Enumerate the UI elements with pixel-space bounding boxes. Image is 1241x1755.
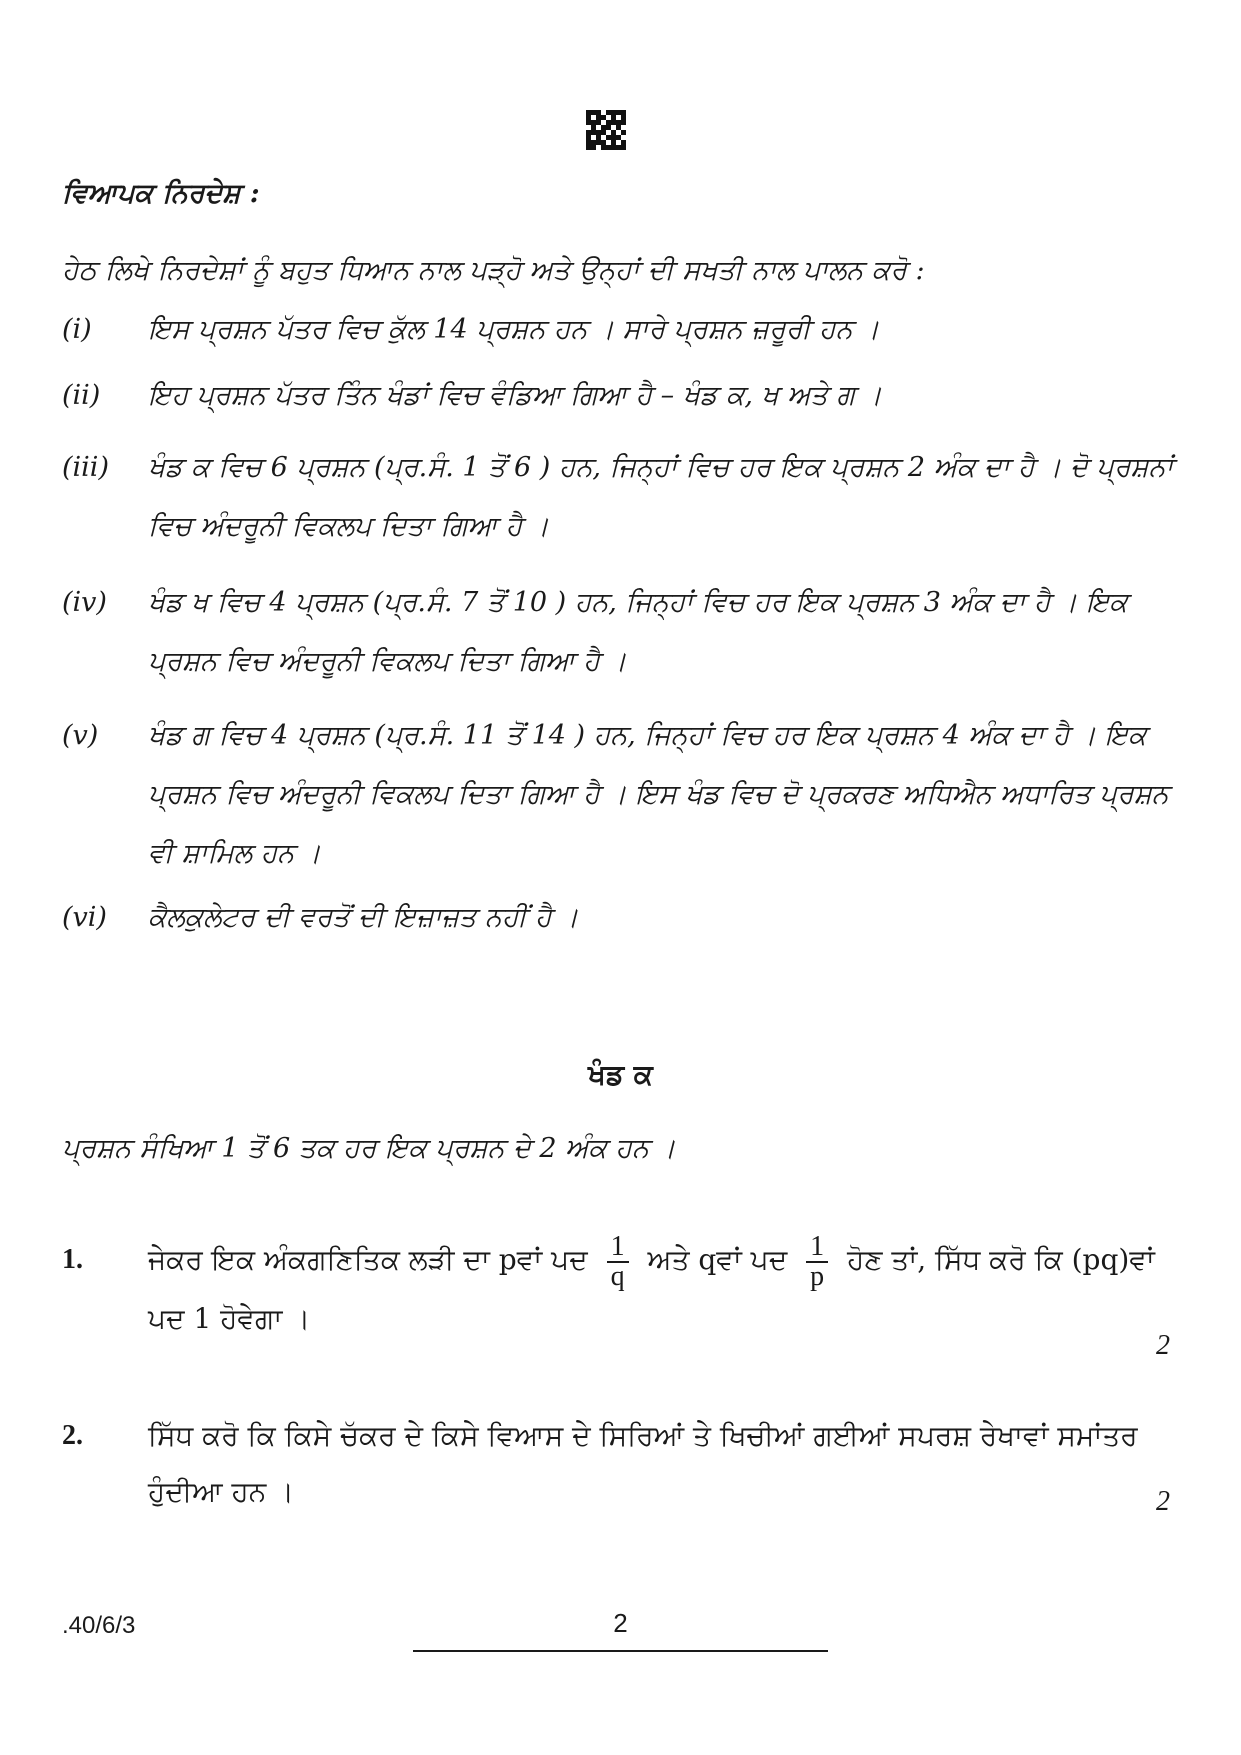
page-number: 2 [613,1608,628,1638]
question-text-part: ਹੋਣ ਤਾਂ, ਸਿੱਧ ਕਰੋ ਕਿ (pq)ਵਾਂ ਪਦ 1 ਹੋਵੇਗਾ । [148,1243,1155,1335]
instruction-number: (iii) [62,452,109,483]
question-text: ਸਿੱਧ ਕਰੋ ਕਿ ਕਿਸੇ ਚੱਕਰ ਦੇ ਕਿਸੇ ਵਿਆਸ ਦੇ ਸਿਰਿਆਂ ਤੇ ਖਿਚੀਆਂ ਗਈਆਂ ਸਪਰਸ਼ ਰੇਖਾਵਾਂ ਸਮਾਂਤਰ ਹੁੰਦੀਆ ਹਨ । [148,1419,1138,1508]
question-text-part: ਅਤੇ qਵਾਂ ਪਦ [647,1243,788,1276]
question-marks: 2 [1156,1330,1170,1361]
fraction [806,1230,828,1292]
question-text-part: ਜੇਕਰ ਇਕ ਅੰਕਗਣਿਤਿਕ ਲੜੀ ਦਾ pਵਾਂ ਪਦ [148,1243,588,1276]
instruction-text: ਇਸ ਪ੍ਰਸ਼ਨ ਪੱਤਰ ਵਿਚ ਕੁੱਲ 14 ਪ੍ਰਸ਼ਨ ਹਨ । ਸਾਰੇ ਪ੍ਰਸ਼ਨ ਜ਼ਰੂਰੀ ਹਨ । [148,314,880,345]
footer-divider [413,1650,828,1652]
question-number: 2. [62,1420,83,1451]
instruction-number: (ii) [62,380,101,411]
fraction-numerator: 1 [610,1230,625,1262]
instructions-intro: ਹੇਠ ਲਿਖੇ ਨਿਰਦੇਸ਼ਾਂ ਨੂੰ ਬਹੁਤ ਧਿਆਨ ਨਾਲ ਪੜ੍ਹੋ ਅਤੇ ਉਨ੍ਹਾਂ ਦੀ ਸਖਤੀ ਨਾਲ ਪਾਲਨ ਕਰੋ : [62,255,925,286]
section-title: ਖੰਡ ਕ [588,1058,653,1091]
instruction-number: (i) [62,314,92,345]
fraction-denominator: q [610,1260,625,1292]
instruction-number: (v) [62,720,99,751]
section-note: ਪ੍ਰਸ਼ਨ ਸੰਖਿਆ 1 ਤੋਂ 6 ਤਕ ਹਰ ਇਕ ਪ੍ਰਸ਼ਨ ਦੇ 2 ਅੰਕ ਹਨ । [62,1133,676,1164]
instruction-text: ਖੰਡ ਗ ਵਿਚ 4 ਪ੍ਰਸ਼ਨ (ਪ੍ਰ.ਸੰ. 11 ਤੋਂ 14 ) ਹਨ, ਜਿਨ੍ਹਾਂ ਵਿਚ ਹਰ ਇਕ ਪ੍ਰਸ਼ਨ 4 ਅੰਕ ਦਾ ਹੈ । ਇਕ ਪ੍ਰਸ਼ਨ ਵਿਚ ਅੰਦਰੂਨੀ ਵਿਕਲਪ ਦਿਤਾ ਗਿਆ ਹੈ । ਇਸ ਖੰਡ ਵਿਚ ਦੋ ਪ੍ਰਕਰਣ ਅਧਿਐਨ ਅਧਾਰਿਤ ਪ੍ਰਸ਼ਨ ਵੀ ਸ਼ਾਮਿਲ ਹਨ । [148,720,1169,869]
fraction [607,1230,629,1292]
instruction-text: ਖੰਡ ਖ ਵਿਚ 4 ਪ੍ਰਸ਼ਨ (ਪ੍ਰ.ਸੰ. 7 ਤੋਂ 10 ) ਹਨ, ਜਿਨ੍ਹਾਂ ਵਿਚ ਹਰ ਇਕ ਪ੍ਰਸ਼ਨ 3 ਅੰਕ ਦਾ ਹੈ । ਇਕ ਪ੍ਰਸ਼ਨ ਵਿਚ ਅੰਦਰੂਨੀ ਵਿਕਲਪ ਦਿਤਾ ਗਿਆ ਹੈ । [148,587,1128,677]
instruction-number: (vi) [62,902,107,933]
qr-code-icon [586,110,626,150]
fraction-denominator: p [810,1260,825,1292]
instruction-number: (iv) [62,587,107,618]
paper-code: .40/6/3 [62,1612,136,1639]
question-number: 1. [62,1244,83,1275]
general-instructions-heading: ਵਿਆਪਕ ਨਿਰਦੇਸ਼ : [62,178,260,209]
fraction-numerator: 1 [810,1230,825,1262]
question-text [148,1232,1158,1347]
instruction-text: ਖੰਡ ਕ ਵਿਚ 6 ਪ੍ਰਸ਼ਨ (ਪ੍ਰ.ਸੰ. 1 ਤੋਂ 6 ) ਹਨ, ਜਿਨ੍ਹਾਂ ਵਿਚ ਹਰ ਇਕ ਪ੍ਰਸ਼ਨ 2 ਅੰਕ ਦਾ ਹੈ । ਦੋ ਪ੍ਰਸ਼ਨਾਂ ਵਿਚ ਅੰਦਰੂਨੀ ਵਿਕਲਪ ਦਿਤਾ ਗਿਆ ਹੈ । [148,452,1174,542]
instruction-text: ਇਹ ਪ੍ਰਸ਼ਨ ਪੱਤਰ ਤਿੰਨ ਖੰਡਾਂ ਵਿਚ ਵੰਡਿਆ ਗਿਆ ਹੈ – ਖੰਡ ਕ, ਖ ਅਤੇ ਗ । [148,380,882,411]
instruction-text: ਕੈਲਕੁਲੇਟਰ ਦੀ ਵਰਤੋਂ ਦੀ ਇਜ਼ਾਜ਼ਤ ਨਹੀਂ ਹੈ । [148,902,579,933]
question-marks: 2 [1156,1486,1170,1517]
